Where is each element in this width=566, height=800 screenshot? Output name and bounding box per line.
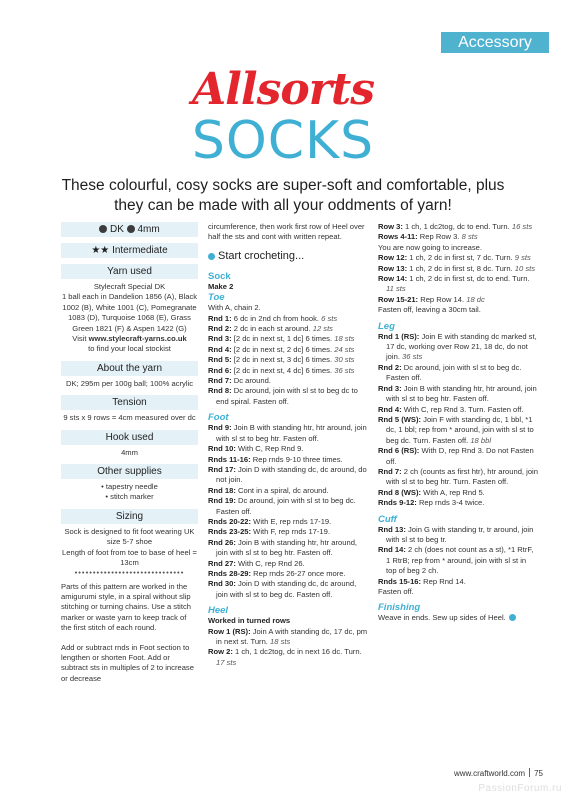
row-label: Rnd 5 (WS): bbox=[378, 414, 422, 424]
row-text: 1 ch, 1 dc2tog, dc in next 16 dc. Turn. bbox=[235, 647, 362, 657]
row-label: Row 1 (RS): bbox=[208, 626, 251, 636]
yarn-visit: Visit bbox=[72, 334, 87, 344]
row-label: Rnd 9: bbox=[208, 423, 232, 433]
row-text: Dc around, join with sl st to beg dc. Fasten off. bbox=[386, 362, 522, 383]
sock-heading: Sock bbox=[208, 270, 231, 282]
yarn-text bbox=[61, 282, 198, 355]
stitch-count: 17 sts bbox=[216, 657, 237, 667]
pattern-row bbox=[378, 525, 538, 546]
watermark: PassionForum.ru bbox=[478, 783, 562, 794]
pattern-row bbox=[208, 334, 368, 344]
heel-rows-continued bbox=[378, 222, 538, 316]
row-text: Rep Row 3. bbox=[419, 232, 460, 242]
hook-heading: Hook used bbox=[61, 430, 198, 445]
start-heading: Start crocheting... bbox=[208, 249, 368, 263]
row-label: Row 3: bbox=[378, 222, 403, 231]
sizing-text bbox=[61, 527, 198, 569]
row-label: Rnds 9-12: bbox=[378, 498, 417, 508]
row-label: Rnds 28-29: bbox=[208, 568, 252, 578]
yarn-brand: Stylecraft Special DK bbox=[93, 282, 166, 291]
row-text: Cont in a spiral, dc around. bbox=[237, 485, 329, 495]
row-text: Fasten off, leaving a 30cm tail. bbox=[378, 305, 481, 315]
page-number: 75 bbox=[534, 769, 543, 778]
supplies-heading: Other supplies bbox=[61, 464, 198, 479]
row-text: Join D with standing dc, dc around, join with sl st to beg dc. Fasten off. bbox=[216, 579, 357, 599]
pattern-row bbox=[208, 444, 368, 454]
row-text: With A, rep Rnd 5. bbox=[423, 487, 485, 497]
pattern-row bbox=[378, 587, 538, 597]
yarn-weight-icon bbox=[99, 225, 107, 233]
sizing-shoe: Sock is designed to fit foot wearing UK size 5-7 shoe bbox=[64, 526, 195, 547]
stitch-count: 36 sts bbox=[334, 365, 355, 375]
supply-item: • tapestry needle bbox=[101, 482, 158, 492]
row-label: Rnd 1: bbox=[208, 313, 232, 323]
row-text: [2 dc in next st, 3 dc] 6 times. bbox=[233, 355, 333, 365]
row-label: Rnd 1 (RS): bbox=[378, 331, 420, 341]
end-mark-icon bbox=[509, 614, 516, 621]
row-text: Join E with standing dc marked st, 17 dc, working over Row 21, 18 dc, do not join. bbox=[386, 331, 537, 362]
row-text: Join A with standing dc, 17 dc, pm in next st. Turn. bbox=[216, 626, 368, 646]
row-label: Rnd 19: bbox=[208, 496, 236, 506]
stitch-count: 16 sts bbox=[511, 222, 533, 231]
pattern-row bbox=[208, 465, 368, 486]
pattern-row bbox=[378, 545, 538, 576]
footer-site[interactable]: www.craftworld.com bbox=[453, 769, 526, 778]
row-label: Rnd 3: bbox=[208, 334, 232, 344]
stitch-count: 18 bbl bbox=[470, 435, 492, 445]
row-text: Rep Rnd 14. bbox=[423, 576, 466, 586]
pattern-row bbox=[378, 467, 538, 488]
row-label: Rnd 27: bbox=[208, 558, 236, 568]
row-label: Row 2: bbox=[208, 647, 233, 657]
pattern-row bbox=[378, 488, 538, 498]
row-label: Row 12: bbox=[378, 253, 408, 263]
pattern-row bbox=[208, 517, 368, 527]
foot-heading: Foot bbox=[208, 412, 229, 424]
row-text: With E, rep rnds 17-19. bbox=[253, 516, 332, 526]
row-text: Dc around, join with sl st to beg dc to end spiral. Fasten off. bbox=[216, 386, 358, 406]
stitch-count: 9 sts bbox=[514, 253, 531, 263]
row-label: Rnd 18: bbox=[208, 485, 236, 495]
hook-value: 4mm bbox=[137, 224, 160, 235]
row-label: Rnds 11-16: bbox=[208, 454, 251, 464]
pattern-row bbox=[378, 498, 538, 508]
row-label: Rnd 2: bbox=[378, 362, 402, 372]
weight-hook-badge bbox=[61, 222, 198, 237]
pattern-row bbox=[378, 253, 538, 263]
about-text: DK; 295m per 100g ball; 100% acrylic bbox=[65, 378, 194, 388]
hook-text: 4mm bbox=[121, 447, 138, 457]
row-text: Join B with standing htr, htr around, join with sl st to beg htr. Fasten off. bbox=[216, 423, 367, 443]
toe-heading: Toe bbox=[208, 292, 225, 304]
row-label: Row 13: bbox=[378, 263, 408, 273]
row-label: Rnd 6 (RS): bbox=[378, 446, 420, 456]
stitch-count: 8 sts bbox=[461, 232, 478, 242]
dotted-divider: •••••••••••••••••••••••••••••• bbox=[74, 567, 185, 577]
pattern-row bbox=[208, 538, 368, 559]
finishing-heading: Finishing bbox=[378, 602, 421, 614]
pattern-row bbox=[378, 232, 538, 242]
stitch-count: 18 sts bbox=[334, 334, 355, 344]
pattern-row bbox=[208, 627, 368, 648]
difficulty-badge bbox=[61, 243, 198, 258]
pattern-row bbox=[378, 384, 538, 405]
row-label: Row 15-21: bbox=[378, 294, 419, 304]
yarn-stockist: to find your local stockist bbox=[88, 344, 171, 354]
amigurumi-note: Parts of this pattern are worked in the amigurumi style, in a spiral without slip stitching or turning chains. Use a stitch marker or waste yarn to keep track of the first stitch of each round. bbox=[61, 581, 191, 633]
row-label: Rnd 8: bbox=[208, 386, 232, 396]
pattern-row bbox=[378, 243, 538, 253]
supply-item: • stitch marker bbox=[105, 492, 154, 502]
about-heading: About the yarn bbox=[61, 361, 198, 376]
yarn-heading: Yarn used bbox=[61, 264, 198, 279]
pattern-column-1 bbox=[208, 222, 368, 668]
row-text: With C, rep Rnd 3. Turn. Fasten off. bbox=[403, 404, 524, 414]
pattern-row bbox=[378, 415, 538, 446]
pattern-row bbox=[378, 405, 538, 415]
row-text: Rep rnds 3-4 twice. bbox=[418, 498, 485, 508]
row-text: [2 dc in next st, 2 dc] 6 times. bbox=[233, 344, 333, 354]
stitch-count: 11 sts bbox=[386, 284, 406, 294]
cuff-rows bbox=[378, 525, 538, 598]
pattern-row bbox=[208, 559, 368, 569]
weight-value: DK bbox=[110, 224, 124, 235]
supplies-list bbox=[61, 482, 198, 503]
stitch-count: 18 dc bbox=[466, 294, 485, 304]
row-label: Rnd 30: bbox=[208, 579, 236, 589]
pattern-row bbox=[378, 577, 538, 587]
row-label: Rnd 4: bbox=[208, 344, 232, 354]
pattern-row bbox=[208, 386, 368, 407]
row-text: 1 ch, 2 dc in first st, 7 dc. Turn. bbox=[409, 253, 513, 263]
title-script: Allsorts bbox=[192, 64, 374, 115]
section-tag: Accessory bbox=[441, 32, 549, 53]
yarn-visit-line bbox=[61, 334, 198, 344]
row-label: Rnd 3: bbox=[378, 383, 402, 393]
title-main: SOCKS bbox=[191, 111, 375, 171]
pattern-column-2 bbox=[378, 222, 538, 624]
pattern-row bbox=[378, 222, 538, 232]
stitch-count: 12 sts bbox=[312, 324, 333, 334]
row-text: 2 ch (counts as first htr), htr around, join with sl st to beg htr. Turn. Fasten off. bbox=[386, 466, 538, 487]
row-text: 2 dc in each st around. bbox=[233, 324, 311, 334]
tension-text: 9 sts x 9 rows = 4cm measured over dc bbox=[63, 413, 196, 423]
make-heading: Make 2 bbox=[208, 281, 234, 291]
pattern-row bbox=[208, 569, 368, 579]
row-text: Join F with standing dc, 1 bbl, *1 dc, 1 bbl; rep from * around, join with sl st to beg dc. Turn. Fasten off. bbox=[386, 414, 534, 445]
row-text: 1 ch, 2 dc in first st, 8 dc. Turn. bbox=[409, 263, 513, 273]
yarn-url[interactable]: www.stylecraft-yarns.co.uk bbox=[88, 334, 187, 344]
row-label: Rnds 15-16: bbox=[378, 576, 422, 586]
adjust-note: Add or subtract rnds in Foot section to lengthen or shorten Foot. Add or subtract sts in multiples of 2 to increase or decrease bbox=[61, 642, 194, 683]
row-text: Join B with standing htr, htr around, join with sl st to beg htr. Fasten off. bbox=[386, 383, 537, 404]
heel-heading: Heel bbox=[208, 605, 229, 617]
difficulty-stars: ★★ bbox=[91, 245, 110, 256]
yarn-colours: 1 ball each in Dandelion 1856 (A), Black 1002 (B), White 1001 (C), Pomegranate 1083 (D), Turquoise 1068 (E), Grass Green 1821 (F) & Aspen 1422 (G) bbox=[61, 292, 198, 333]
stitch-count: 6 sts bbox=[321, 313, 338, 323]
row-label: Rnd 4: bbox=[378, 404, 402, 414]
row-label: Rnd 7: bbox=[208, 376, 232, 386]
row-label: Rnd 10: bbox=[208, 444, 236, 454]
circumference-intro: circumference, then work first row of Heel over half the sts and cont with written repeat. bbox=[208, 222, 365, 242]
footer-divider bbox=[529, 768, 530, 777]
row-label: Rnd 14: bbox=[378, 545, 406, 555]
pattern-row bbox=[208, 496, 368, 517]
row-text: With F, rep rnds 17-19. bbox=[253, 527, 330, 537]
row-text: With C, Rep Rnd 9. bbox=[237, 444, 304, 454]
row-label: Rnd 17: bbox=[208, 464, 236, 474]
pattern-row bbox=[378, 264, 538, 274]
page-footer bbox=[454, 768, 543, 778]
row-label: Rnds 20-22: bbox=[208, 516, 252, 526]
stitch-count: 24 sts bbox=[334, 344, 355, 354]
row-text: Dc around, join with sl st to beg dc. Fasten off. bbox=[216, 496, 356, 516]
leg-rows bbox=[378, 332, 538, 509]
info-column bbox=[61, 222, 198, 684]
pattern-row bbox=[208, 355, 368, 365]
row-label: Rnd 2: bbox=[208, 324, 232, 334]
cuff-heading: Cuff bbox=[378, 513, 397, 525]
pattern-row bbox=[208, 314, 368, 324]
row-label: Row 14: bbox=[378, 274, 408, 284]
row-text: With C, rep Rnd 26. bbox=[237, 558, 305, 568]
tension-heading: Tension bbox=[61, 395, 198, 410]
row-text: [2 dc in next st, 4 dc] 6 times. bbox=[233, 365, 333, 375]
row-label: Rnd 7: bbox=[378, 466, 402, 476]
difficulty-level: Intermediate bbox=[112, 245, 168, 256]
pattern-row bbox=[208, 366, 368, 376]
pattern-row bbox=[208, 423, 368, 444]
heel-rows bbox=[208, 627, 368, 669]
heel-subheading: Worked in turned rows bbox=[208, 616, 291, 626]
row-label: Rnds 23-25: bbox=[208, 527, 252, 537]
row-label: Rows 4-11: bbox=[378, 232, 418, 242]
row-label: Rnd 6: bbox=[208, 365, 232, 375]
row-text: 2 ch (does not count as a st), *1 RtrF, 1 RtrB; rep from * around, join with sl st in top of beg 2 ch. bbox=[386, 545, 534, 576]
pattern-row bbox=[378, 332, 538, 363]
pattern-row bbox=[378, 295, 538, 305]
toe-rows bbox=[208, 314, 368, 408]
stitch-count: 36 sts bbox=[402, 352, 423, 362]
foot-rows bbox=[208, 423, 368, 600]
leg-heading: Leg bbox=[378, 320, 395, 332]
pattern-row bbox=[208, 647, 368, 668]
stitch-count: 18 sts bbox=[270, 637, 291, 646]
pattern-row bbox=[208, 486, 368, 496]
row-text: Rep rnds 9-10 three times. bbox=[252, 454, 343, 464]
hook-icon bbox=[127, 225, 135, 233]
row-label: Rnd 5: bbox=[208, 355, 232, 365]
row-text: With D, rep Rnd 3. Do not Fasten off. bbox=[386, 446, 534, 466]
row-label: Rnd 26: bbox=[208, 537, 236, 547]
pattern-row bbox=[378, 446, 538, 467]
row-text: 1 ch, 2 dc in first st, dc to end. Turn. bbox=[409, 274, 530, 284]
pattern-row bbox=[208, 527, 368, 537]
row-label: Rnd 8 (WS): bbox=[378, 487, 422, 497]
row-text: Join D with standing dc, dc around, do not join. bbox=[216, 464, 367, 485]
pattern-row bbox=[208, 455, 368, 465]
row-text: You are now going to increase. bbox=[378, 242, 482, 252]
standfirst: These colourful, cosy socks are super-soft and comfortable, plus they can be made with all your oddments of yarn! bbox=[61, 177, 505, 214]
row-text: Join G with standing tr, tr around, join with sl st to beg tr. bbox=[386, 524, 534, 544]
toe-intro: With A, chain 2. bbox=[208, 303, 261, 313]
stitch-count: 10 sts bbox=[514, 263, 536, 273]
pattern-row bbox=[378, 274, 538, 295]
pattern-row bbox=[208, 324, 368, 334]
pattern-row bbox=[378, 363, 538, 384]
pattern-row bbox=[208, 345, 368, 355]
stitch-count: 30 sts bbox=[334, 355, 355, 365]
row-text: Join B with standing htr, htr around, join with sl st to beg htr. Fasten off. bbox=[216, 537, 358, 558]
finishing-text: Weave in ends. Sew up sides of Heel. bbox=[378, 613, 538, 623]
row-text: [2 dc in next st, 1 dc] 6 times. bbox=[233, 334, 333, 344]
row-text: Rep rnds 26-27 once more. bbox=[253, 568, 346, 578]
sizing-length: Length of foot from toe to base of heel = 13cm bbox=[62, 547, 197, 568]
row-text: 1 ch, 1 dc2tog, dc to end. Turn. bbox=[405, 222, 510, 231]
sizing-heading: Sizing bbox=[61, 509, 198, 524]
row-text: Fasten off. bbox=[378, 587, 414, 596]
row-text: Dc around. bbox=[233, 376, 271, 386]
row-text: 6 dc in 2nd ch from hook. bbox=[233, 313, 320, 323]
pattern-row bbox=[208, 579, 368, 600]
row-text: Rep Row 14. bbox=[420, 294, 465, 304]
bullet-icon bbox=[208, 253, 215, 260]
row-label: Rnd 13: bbox=[378, 524, 406, 534]
pattern-row bbox=[208, 376, 368, 386]
pattern-row bbox=[378, 305, 538, 315]
